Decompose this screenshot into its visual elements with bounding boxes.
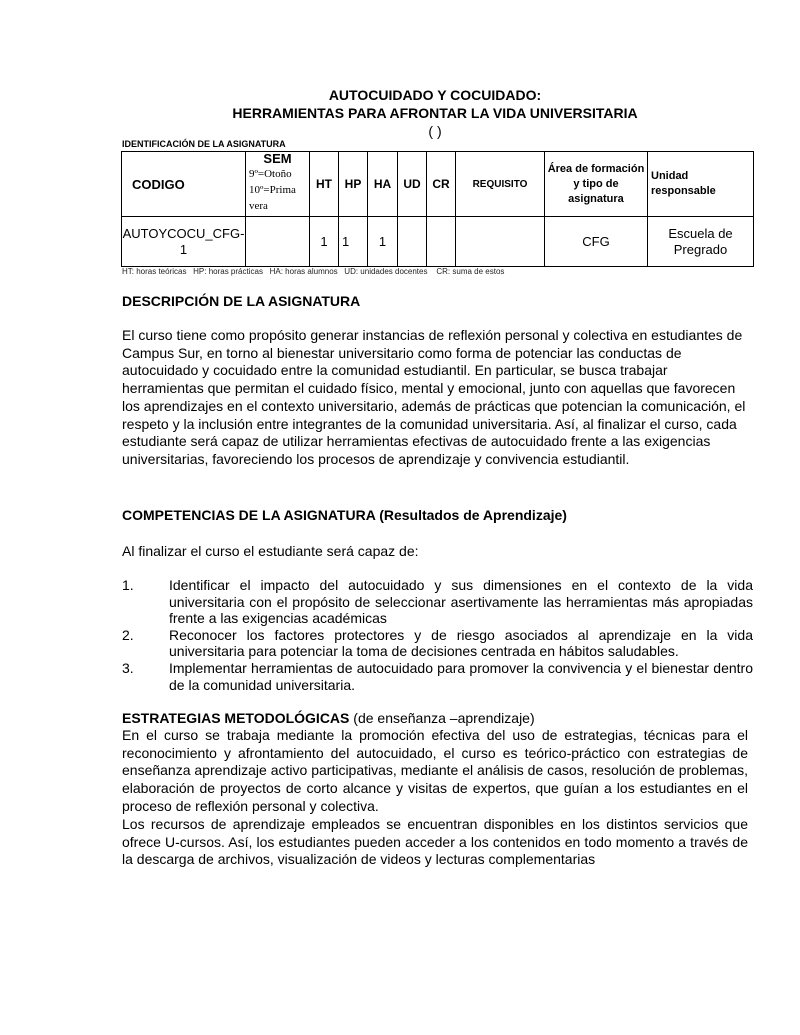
col-sem-header: [246, 152, 310, 217]
cell-area: CFG: [545, 217, 648, 267]
list-item-number: 1.: [122, 577, 134, 593]
cell-ud: [398, 217, 427, 267]
table-footnote: HT: horas teóricas HP: horas prácticas HA: horas alumnos UD: unidades docentes CR: suma de estos: [122, 267, 505, 276]
identification-heading: IDENTIFICACIÓN DE LA ASIGNATURA: [122, 139, 286, 149]
col-ud-header: UD: [398, 152, 427, 217]
descripcion-text: El curso tiene como propósito generar instancias de reflexión personal y colectiva en estudiantes de Campus Sur, en torno al bienestar universitario como forma de potenciar las conductas de autocuidado y cocuidado entre la comunidad estudiantil. En particular, se busca trabajar herramientas que permitan el cuidado físico, mental y emocional, junto con aquellas que favorecen los aprendizajes en el contexto universitario, además de prácticas que potencian la comunicación, el respeto y la inclusión entre integrantes de la comunidad universitaria. Así, al finalizar el curso, cada estudiante será capaz de utilizar herramientas efectivas de autocuidado frente a las exigencias universitarias, favoreciendo los procesos de aprendizaje y convivencia estudiantil.: [122, 327, 746, 467]
cell-sem: [246, 217, 310, 267]
col-codigo-header: CODIGO: [122, 152, 246, 217]
table-row: [122, 217, 754, 267]
title-line-3: ( ): [428, 123, 442, 139]
cell-ht: 1: [310, 217, 339, 267]
list-item: [122, 577, 753, 627]
col-ha-header: HA: [368, 152, 398, 217]
estrategias-paragraph-2: Los recursos de aprendizaje empleados se encuentran disponibles en los distintos servicios que ofrece U-cursos. Así, los estudiantes pueden acceder a los contenidos en todo momento a través de la descarga de archivos, visualización de videos y lecturas complementarias: [122, 816, 748, 868]
sem-title: SEM: [263, 151, 292, 166]
competencias-heading-main: COMPETENCIAS DE LA ASIGNATURA: [122, 507, 376, 523]
title-line-2: HERRAMIENTAS PARA AFRONTAR LA VIDA UNIVERSITARIA: [232, 105, 638, 121]
col-ht-header: HT: [310, 152, 339, 217]
descripcion-heading: DESCRIPCIÓN DE LA ASIGNATURA: [122, 293, 361, 309]
sem-line-3: vera: [249, 200, 268, 212]
col-hp-header: HP: [339, 152, 368, 217]
list-item: [122, 660, 753, 693]
competencias-list: [122, 577, 753, 693]
competencias-heading-suffix: (Resultados de Aprendizaje): [375, 507, 567, 523]
competencias-heading: [122, 507, 567, 523]
cell-hp: 1: [339, 217, 368, 267]
col-unidad-header: Unidad responsable: [648, 152, 754, 217]
cell-cr: [427, 217, 456, 267]
estrategias-heading-main: ESTRATEGIAS METODOLÓGICAS: [122, 710, 350, 726]
list-item-text: Identificar el impacto del autocuidado y sus dimensiones en el contexto de la vida universitaria con el propósito de seleccionar asertivamente las herramientas más apropiadas frente a las exigencias académicas: [169, 577, 753, 627]
list-item-number: 2.: [122, 626, 134, 643]
cell-unidad: Escuela de Pregrado: [648, 217, 754, 267]
col-area-header: Área de formación y tipo de asignatura: [545, 152, 648, 217]
competencias-intro: Al finalizar el curso el estudiante será capaz de:: [122, 543, 419, 559]
sem-line-2: 10º=Prima: [249, 184, 296, 196]
estrategias-paragraph-1: En el curso se trabaja mediante la promoción efectiva del uso de estrategias, técnicas para el reconocimiento y afrontamiento del autocuidado, el curso es teórico-práctico con estrategias de enseñanza aprendizaje activo participativas, mediante el análisis de casos, resolución de problemas, elaboración de proyectos de corto alcance y visitas de expertos, que guían a los estudiantes en el proceso de reflexión personal y colectiva.: [122, 727, 748, 814]
list-item-text: Reconocer los factores protectores y de riesgo asociados al aprendizaje en la vida universitaria para potenciar la toma de decisiones centrada en hábitos saludables.: [169, 626, 753, 660]
sem-line-1: 9º=Otoño: [249, 168, 292, 180]
table-header-row: [122, 152, 754, 217]
estrategias-heading-suffix: (de enseñanza –aprendizaje): [349, 710, 535, 726]
cell-codigo: AUTOYCOCU_CFG-1: [122, 217, 246, 267]
cell-ha: 1: [368, 217, 398, 267]
estrategias-heading: [122, 710, 535, 726]
list-item-text: Implementar herramientas de autocuidado para promover la convivencia y el bienestar dentro de la comunidad universitaria.: [169, 659, 753, 693]
title-line-1: AUTOCUIDADO Y COCUIDADO:: [328, 87, 542, 103]
list-item: [122, 627, 753, 660]
col-requisito-header: REQUISITO: [456, 152, 545, 217]
identification-table: [121, 151, 754, 267]
cell-requisito: [456, 217, 545, 267]
col-cr-header: CR: [427, 152, 456, 217]
list-item-number: 3.: [122, 659, 134, 676]
